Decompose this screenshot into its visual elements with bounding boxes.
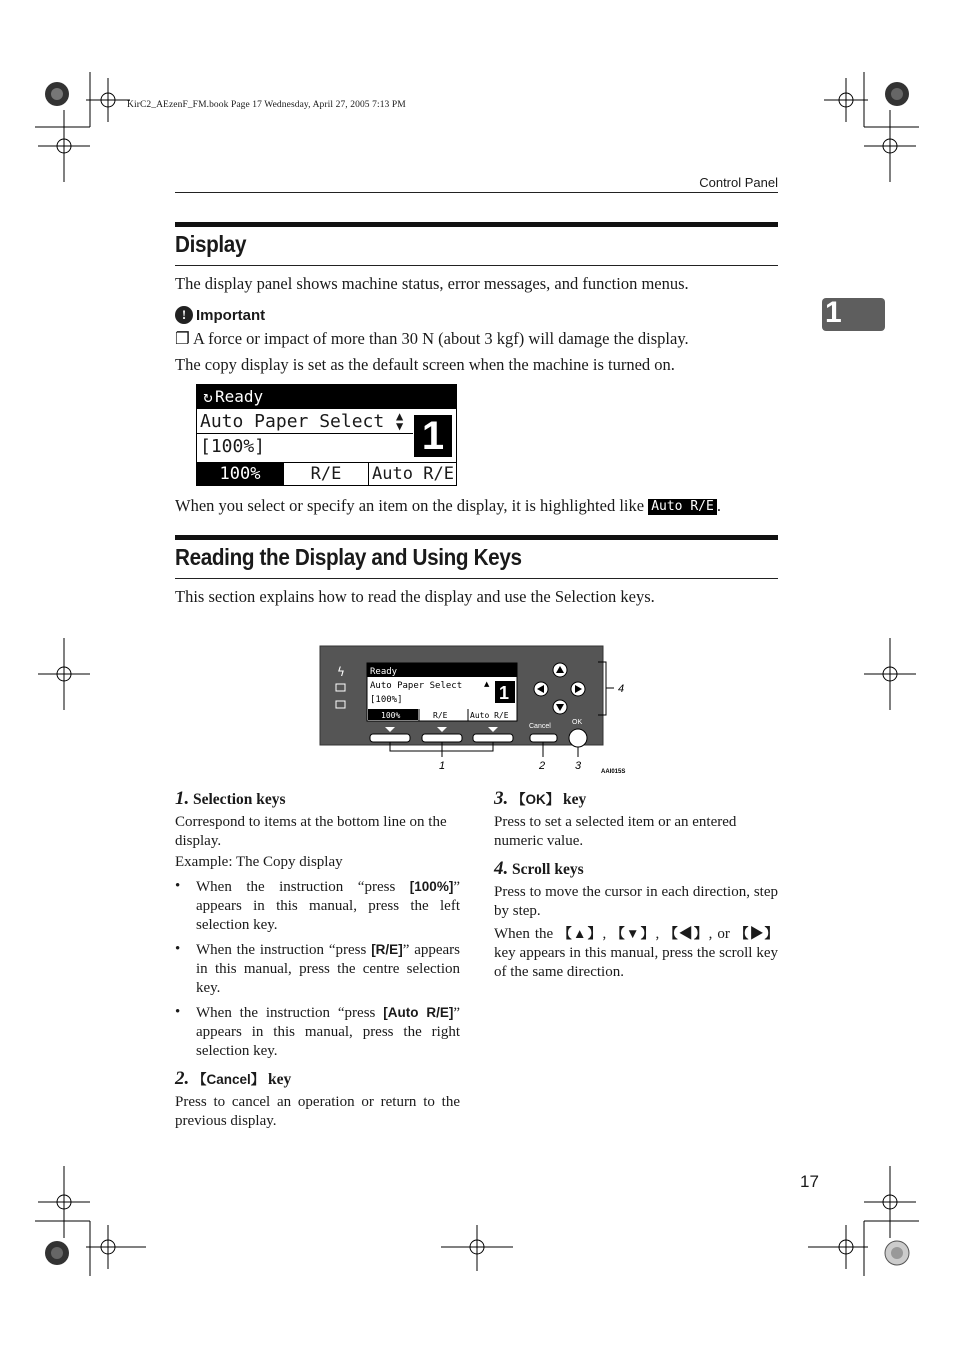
item-4-desc: Press to move the cursor in each direction, step by step. [494, 884, 778, 919]
item-4-desc2: When the 【▲】, 【▼】, 【◀】, or 【▶】 key appears in this manual, press the scroll key of the same direction. [494, 926, 779, 980]
highlight-sample: Auto R/E [648, 499, 717, 515]
keys-intro: This section explains how to read the display and use the Selection keys. [175, 587, 655, 606]
running-head: Control Panel [699, 175, 778, 190]
key-re: [R/E] [371, 942, 403, 957]
item-4-number: 4. [494, 858, 509, 879]
selection-key-right [473, 734, 513, 742]
item-1-bullets [175, 877, 460, 1061]
lcd-copy-count: 1 [414, 415, 452, 457]
key-up: 【▲】 [558, 926, 603, 941]
book-info: KirC2_AEzenF_FM.book Page 17 Wednesday, April 27, 2005 7:13 PM [127, 100, 406, 110]
fig-lcd-line2: [100%] [370, 695, 403, 705]
section-title-keys: Reading the Display and Using Keys [175, 544, 522, 570]
highlight-note-text: When you select or specify an item on the display, it is highlighted like [175, 496, 649, 515]
item-3-heading [494, 789, 778, 810]
important-icon: ! [175, 306, 193, 324]
callout-1: 1 [439, 760, 446, 772]
indicator-icon: ϟ [337, 665, 345, 679]
chapter-number: 1 [825, 296, 842, 329]
item-1-heading [175, 789, 460, 810]
section-rule-bottom [175, 265, 778, 266]
important-item: ❐ A force or impact of more than 30 N (about 3 kgf) will damage the display. [175, 329, 689, 348]
item-3-key: 【OK】 [512, 792, 560, 807]
item-4-heading [494, 859, 778, 880]
right-column [494, 789, 778, 982]
item-1-example: Example: The Copy display [175, 854, 343, 870]
fig-cancel-label: Cancel [529, 723, 551, 730]
header-rule [175, 192, 778, 193]
key-left: 【◀】 [664, 926, 709, 941]
bullet-left-key: • When the instruction “press [100%]” appears in this manual, press the left selection key. [175, 877, 460, 935]
key-100: [100%] [409, 879, 454, 894]
fig-softkey-1: 100% [381, 711, 401, 720]
item-3-desc: Press to set a selected item or an entered numeric value. [494, 814, 737, 849]
item-1-title: Selection keys [193, 791, 286, 808]
softkey-auto-re: Auto R/E [368, 463, 457, 485]
bullet-right-key: • When the instruction “press [Auto R/E]” appears in this manual, press the right selection key. [175, 1003, 460, 1061]
highlight-note-end: . [716, 496, 721, 515]
section-rule-top [175, 222, 778, 227]
lcd-separator [197, 433, 413, 434]
bullet-centre-key: • When the instruction “press [R/E]” appears in this manual, press the centre selection key. [175, 940, 460, 998]
cancel-key [530, 734, 557, 742]
section2-rule-top [175, 535, 778, 540]
item-3-number: 3. [494, 788, 509, 809]
fig-softkey-2: R/E [433, 711, 448, 720]
callout-4: 4 [618, 683, 625, 695]
lcd-status: Ready [215, 387, 264, 406]
lcd-line-1: Auto Paper Select [200, 411, 385, 432]
power-icon: ↻ [203, 387, 213, 406]
scroll-updown-icon: ▲ ▼ [396, 409, 404, 433]
selection-key-left [370, 734, 410, 742]
item-2-desc: Press to cancel an operation or return to the previous display. [175, 1094, 460, 1129]
lcd-status-row [197, 385, 456, 409]
lcd-softkey-bar [197, 462, 456, 486]
chapter-tab [822, 298, 885, 331]
copy-display-note: The copy display is set as the default screen when the machine is turned on. [175, 355, 675, 374]
lcd-display [196, 384, 457, 486]
important-label: Important [196, 306, 266, 324]
callout-3: 3 [575, 760, 582, 772]
fig-softkey-3: Auto R/E [470, 711, 509, 720]
key-auto-re: [Auto R/E] [383, 1005, 454, 1020]
item-2-key: 【Cancel】 [193, 1072, 265, 1087]
important-note [175, 306, 265, 324]
callout-2: 2 [539, 760, 546, 772]
item-2-heading [175, 1069, 460, 1090]
fig-lcd-line1: Auto Paper Select [370, 681, 463, 691]
lcd-line-2: [100%] [200, 436, 266, 457]
fig-ok-label: OK [572, 719, 583, 726]
ok-key [569, 729, 587, 747]
fig-lcd-status: Ready [370, 667, 398, 677]
key-down: 【▼】 [611, 926, 656, 941]
item-2-title: key [268, 1071, 292, 1088]
fig-lcd-count: 1 [499, 683, 510, 703]
key-right: 【▶】 [734, 926, 779, 941]
section2-rule-bottom [175, 578, 778, 579]
softkey-100: 100% [197, 463, 283, 485]
highlight-note [175, 496, 721, 516]
svg-text:▲: ▲ [484, 680, 490, 688]
display-intro: The display panel shows machine status, error messages, and function menus. [175, 274, 689, 293]
item-4-title: Scroll keys [512, 861, 584, 878]
softkey-re: R/E [283, 463, 368, 485]
section-title-display: Display [175, 231, 247, 257]
item-1-desc: Correspond to items at the bottom line on the display. [175, 814, 447, 849]
item-3-title: key [563, 791, 587, 808]
control-panel-figure [318, 645, 638, 780]
selection-key-centre [422, 734, 462, 742]
item-1-number: 1. [175, 788, 190, 809]
figure-code: AAI015S [601, 769, 626, 775]
page-number: 17 [800, 1172, 819, 1191]
item-2-number: 2. [175, 1068, 190, 1089]
left-column [175, 789, 460, 1131]
